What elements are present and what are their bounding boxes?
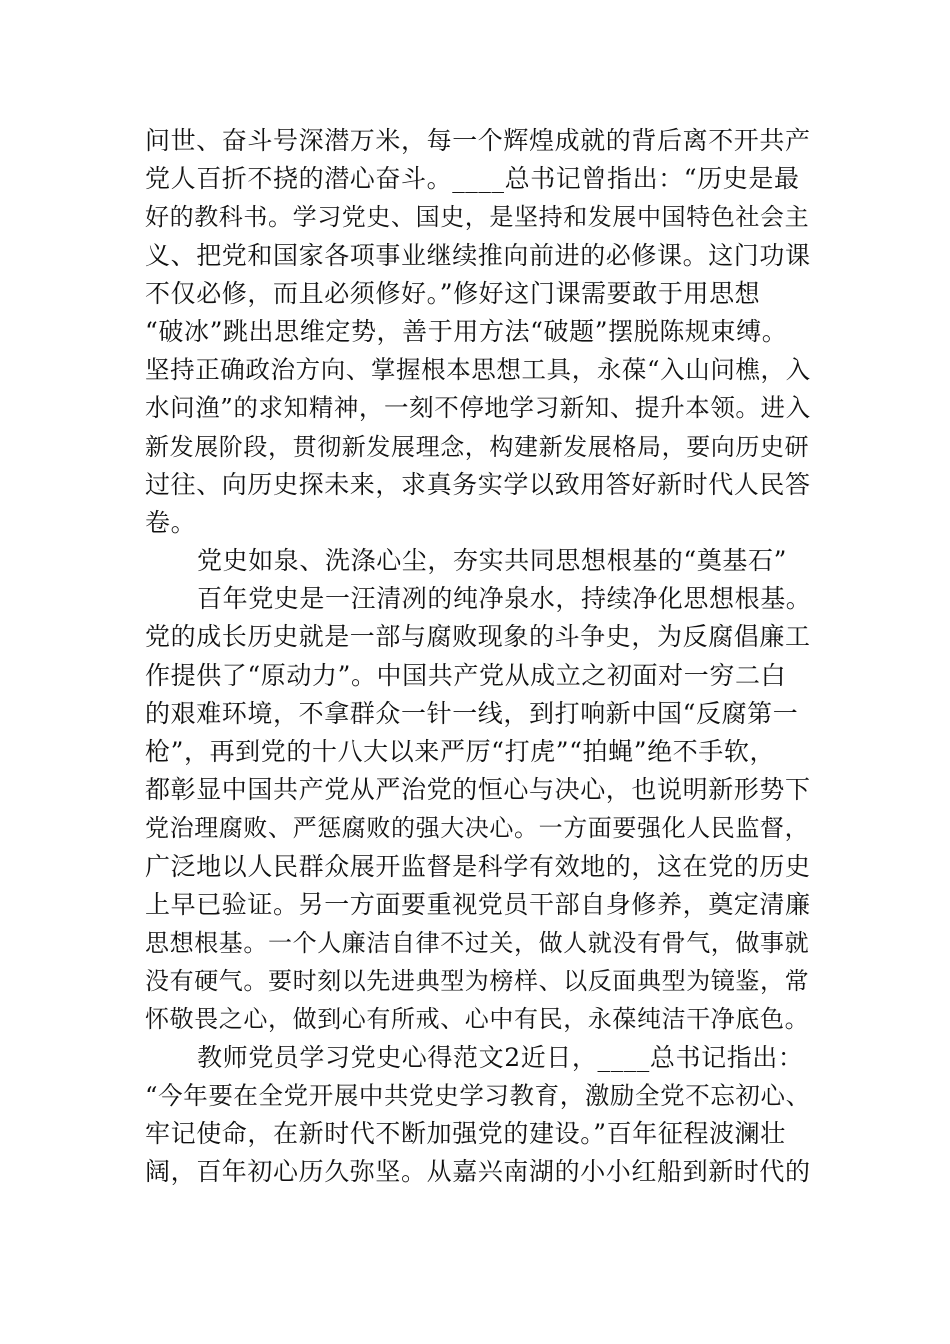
text-line: 百年党史是一汪清冽的纯净泉水，持续净化思想根基。 xyxy=(197,584,812,614)
text-line: 党的成长历史就是一部与腐败现象的斗争史，为反腐倡廉工 xyxy=(145,622,811,652)
text-line: “破冰”跳出思维定势，善于用方法“破题”摆脱陈规束缚。 xyxy=(145,316,788,346)
text-line: 党史如泉、洗涤心尘，夯实共同思想根基的“奠基石” xyxy=(197,546,787,576)
text-line: 好的教科书。学习党史、国史，是坚持和发展中国特色社会主 xyxy=(145,203,810,232)
text-line: “今年要在全党开展中共党史学习教育，激励全党不忘初心、 xyxy=(145,1080,811,1110)
text-line: 枪”，再到党的十八大以来严厉“打虎”“拍蝇”绝不手软， xyxy=(145,737,776,766)
text-line: 没有硬气。要时刻以先进典型为榜样、以反面典型为镜鉴，常 xyxy=(145,967,810,996)
text-line: 思想根基。一个人廉洁自律不过关，做人就没有骨气，做事就 xyxy=(145,928,810,957)
text-line: 卷。 xyxy=(145,507,197,537)
text-line: 过往、向历史探未来，求真务实学以致用答好新时代人民答 xyxy=(145,469,811,499)
text-line: 牢记使命，在新时代不断加强党的建设。”百年征程波澜壮 xyxy=(145,1118,786,1148)
text-line: 党人百折不挠的潜心奋斗。____总书记曾指出：“历史是最 xyxy=(145,164,800,194)
text-line: 义、把党和国家各项事业继续推向前进的必修课。这门功课 xyxy=(145,240,811,270)
text-line: 的艰难环境，不拿群众一针一线，到打响新中国“反腐第一 xyxy=(145,698,799,728)
text-line: 水问渔”的求知精神，一刻不停地学习新知、提升本领。进入 xyxy=(145,393,811,423)
text-line: 都彰显中国共产党从严治党的恒心与决心，也说明新形势下 xyxy=(145,775,811,805)
text-line: 新发展阶段，贯彻新发展理念，构建新发展格局，要向历史研 xyxy=(145,432,810,461)
text-line: 怀敬畏之心，做到心有所戒、心中有民，永葆纯洁干净底色。 xyxy=(145,1005,810,1034)
text-line: 党治理腐败、严惩腐败的强大决心。一方面要强化人民监督， xyxy=(145,814,810,843)
text-line: 广泛地以人民群众展开监督是科学有效地的，这在党的历史 xyxy=(145,851,811,881)
text-line: 坚持正确政治方向、掌握根本思想工具，永葆“入山问樵，入 xyxy=(145,355,811,385)
body-text xyxy=(145,122,815,1191)
text-line: 作提供了“原动力”。中国共产党从成立之初面对一穷二白 xyxy=(145,660,787,690)
text-line: 问世、奋斗号深潜万米，每一个辉煌成就的背后离不开共产 xyxy=(145,126,811,155)
text-line: 不仅必修，而且必须修好。”修好这门课需要敢于用思想 xyxy=(145,278,761,308)
text-line: 教师党员学习党史心得范文2近日，____总书记指出： xyxy=(197,1042,804,1072)
text-line: 阔，百年初心历久弥坚。从嘉兴南湖的小小红船到新时代的 xyxy=(145,1157,811,1187)
text-line: 上早已验证。另一方面要重视党员干部自身修养，奠定清廉 xyxy=(145,889,811,919)
